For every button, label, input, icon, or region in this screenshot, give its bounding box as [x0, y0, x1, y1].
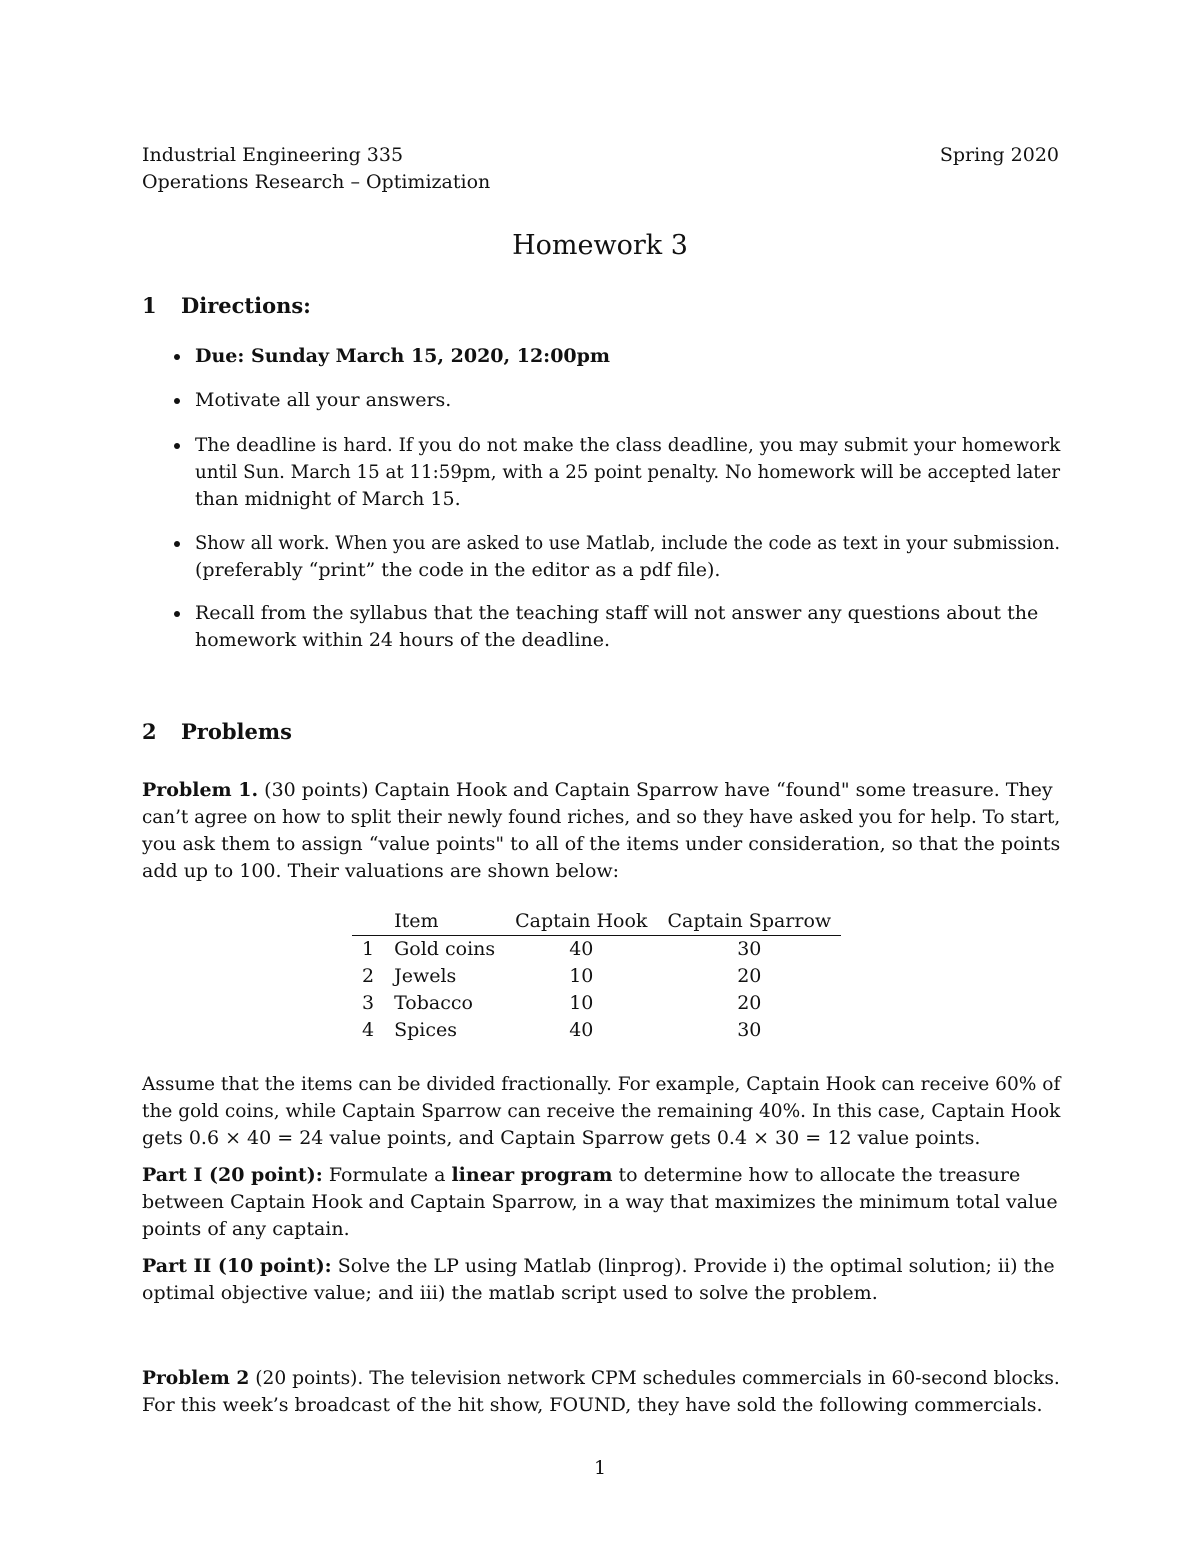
part-text: Formulate a — [322, 1164, 452, 1186]
course-subtitle: Operations Research – Optimization — [142, 171, 491, 193]
problem-text: gets 0.6 × 40 = 24 value points, and Captain Sparrow gets 0.4 × 30 = 12 value points. — [142, 1127, 981, 1149]
problem-1-line — [142, 777, 1053, 804]
table-cell: Tobacco — [394, 992, 473, 1014]
table-row — [352, 936, 841, 964]
table-cell: 10 — [569, 965, 594, 987]
section-number: 1 — [142, 293, 157, 318]
problem-2-line — [142, 1365, 1060, 1392]
problem-text: can’t agree on how to split their newly found riches, and so they have asked you for help. To start, — [142, 806, 1061, 828]
bullet-icon — [174, 398, 180, 404]
table-header-row — [352, 908, 841, 936]
part-text: to determine how to allocate the treasure — [612, 1164, 1021, 1186]
bullet-icon — [174, 541, 180, 547]
item-text: than midnight of March 15. — [195, 488, 461, 510]
item-text: until Sun. March 15 at 11:59pm, with a 25 point penalty. No homework will be accepted later — [195, 461, 1061, 483]
item-text: (preferably “print” the code in the editor as a pdf file). — [195, 559, 721, 581]
table-row — [352, 963, 841, 990]
table-cell: 20 — [737, 965, 762, 987]
table-header — [352, 908, 384, 936]
table-header: Captain Hook — [505, 908, 657, 936]
part-emphasis: linear program — [451, 1164, 613, 1186]
problem-text: add up to 100. Their valuations are shown below: — [142, 860, 620, 882]
table-cell: 40 — [569, 938, 594, 960]
term: Spring 2020 — [939, 144, 1059, 166]
part-label: Part I (20 point): — [142, 1164, 323, 1186]
table-cell: 20 — [737, 992, 762, 1014]
table-cell: 2 — [362, 965, 375, 987]
part-2-line — [142, 1253, 1055, 1280]
section-heading: Problems — [181, 719, 292, 744]
problem-label: Problem 2 — [142, 1367, 250, 1389]
item-text: Recall from the syllabus that the teaching staff will not answer any questions about the — [195, 602, 1039, 624]
problem-label: Problem 1. — [142, 779, 259, 801]
problem-text: (20 points). The television network CPM schedules commercials in 60-second blocks. — [249, 1367, 1060, 1389]
table-cell: 30 — [737, 938, 762, 960]
part-text: optimal objective value; and iii) the matlab script used to solve the problem. — [142, 1282, 878, 1304]
bullet-icon — [174, 354, 180, 360]
course-name: Industrial Engineering 335 — [142, 144, 404, 166]
table-cell: 40 — [569, 1019, 594, 1041]
part-1-line — [142, 1162, 1020, 1189]
table-header: Item — [384, 908, 505, 936]
table-cell: 30 — [737, 1019, 762, 1041]
table-cell: 4 — [362, 1019, 375, 1041]
part-text: Solve the LP using Matlab (linprog). Provide i) the optimal solution; ii) the — [331, 1255, 1055, 1277]
problem-text: For this week’s broadcast of the hit show, FOUND, they have sold the following commercials. — [142, 1394, 1043, 1416]
problem-text: you ask them to assign “value points" to all of the items under consideration, so that the points — [142, 833, 1061, 855]
page-number: 1 — [593, 1457, 607, 1479]
valuation-table — [352, 908, 841, 1044]
table-cell: 1 — [362, 938, 375, 960]
item-text: The deadline is hard. If you do not make the class deadline, you may submit your homework — [195, 434, 1061, 456]
table-cell: Gold coins — [394, 938, 496, 960]
table-row — [352, 990, 841, 1017]
table-cell: 10 — [569, 992, 594, 1014]
part-label: Part II (10 point): — [142, 1255, 332, 1277]
item-text: homework within 24 hours of the deadline. — [195, 629, 611, 651]
section-heading: Directions: — [181, 293, 311, 318]
page-title: Homework 3 — [512, 230, 688, 261]
table-cell: Jewels — [394, 965, 457, 987]
table-row — [352, 1017, 841, 1044]
item-text: Show all work. When you are asked to use Matlab, include the code as text in your submission. — [195, 532, 1061, 554]
table-cell: 3 — [362, 992, 375, 1014]
table-header: Captain Sparrow — [657, 908, 841, 936]
due-date: Due: Sunday March 15, 2020, 12:00pm — [195, 345, 611, 367]
problem-text: Assume that the items can be divided fractionally. For example, Captain Hook can receive 60% of — [142, 1073, 1061, 1095]
bullet-icon — [174, 611, 180, 617]
part-text: points of any captain. — [142, 1218, 350, 1240]
table-cell: Spices — [394, 1019, 457, 1041]
part-text: between Captain Hook and Captain Sparrow, in a way that maximizes the minimum total value — [142, 1191, 1058, 1213]
problem-text: the gold coins, while Captain Sparrow can receive the remaining 40%. In this case, Captain Hook — [142, 1100, 1061, 1122]
problem-text: (30 points) Captain Hook and Captain Sparrow have “found" some treasure. They — [258, 779, 1053, 801]
item-text: Motivate all your answers. — [195, 389, 452, 411]
bullet-icon — [174, 443, 180, 449]
section-number: 2 — [142, 719, 157, 744]
